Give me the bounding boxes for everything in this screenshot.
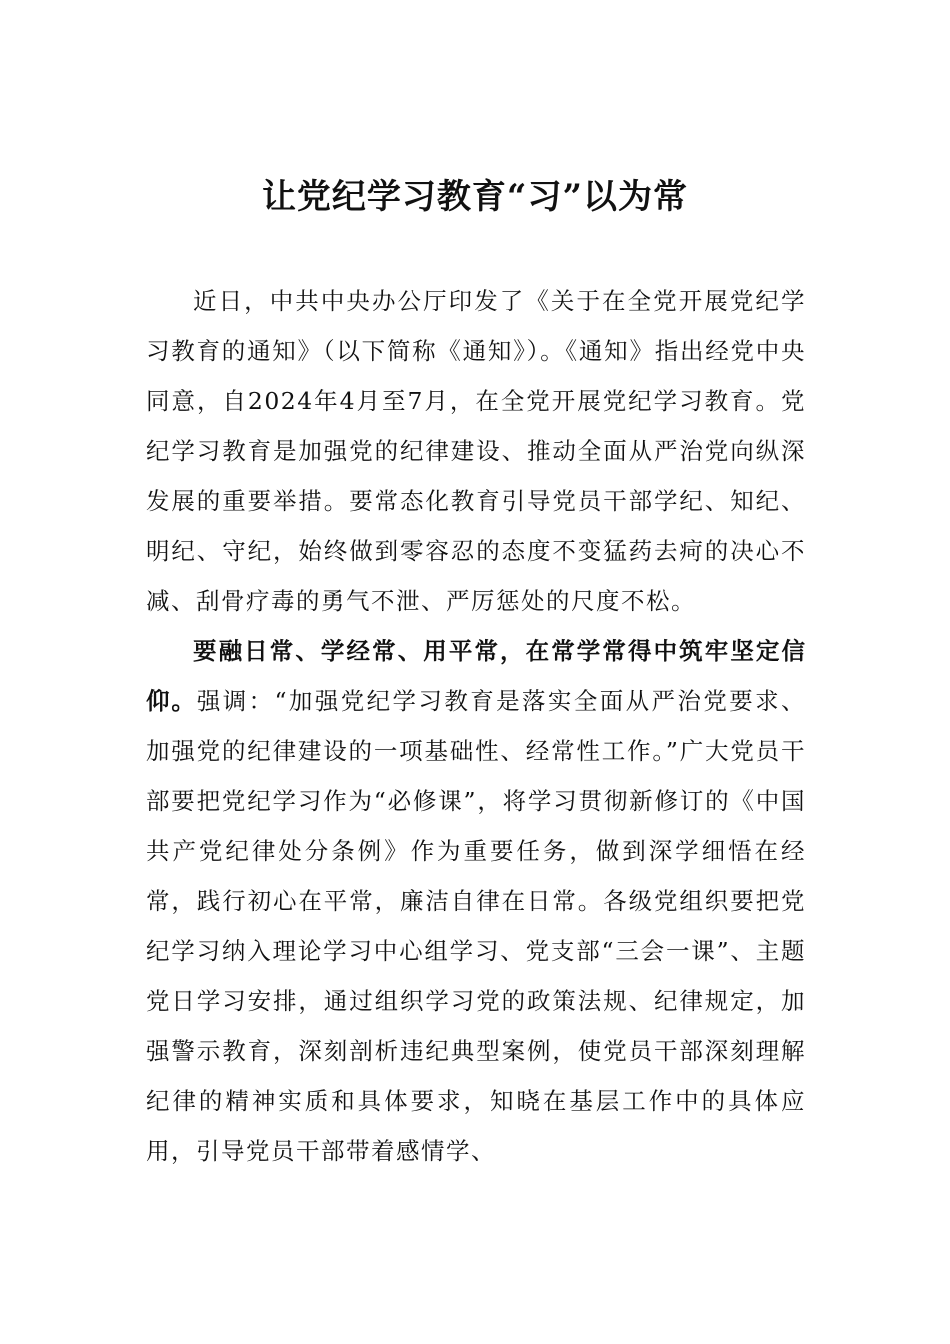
paragraph-1-text: 近日，中共中央办公厅印发了《关于在全党开展党纪学习教育的通知》（以下简称《通知》）。《通知》指出经党中央同意，自2024年4月至7月，在全党开展党纪学习教育。党纪学习教育是加强党的纪律建设、推动全面从严治党向纵深发展的重要举措。要常态化教育引导党员干部学纪、知纪、明纪、守纪，始终做到零容忍的态度不变猛药去疴的决心不减、刮骨疗毒的勇气不泄、严厉惩处的尺度不松。 — [146, 287, 806, 615]
paragraph-2-text: 强调：“加强党纪学习教育是落实全面从严治党要求、加强党的纪律建设的一项基础性、经常性工作。”广大党员干部要把党纪学习作为“必修课”，将学习贯彻新修订的《中国共产党纪律处分条例》作为重要任务，做到深学细悟在经常，践行初心在平常，廉洁自律在日常。各级党组织要把党纪学习纳入理论学习中心组学习、党支部“三会一课”、主题党日学习安排，通过组织学习党的政策法规、纪律规定，加强警示教育，深刻剖析违纪典型案例，使党员干部深刻理解纪律的精神实质和具体要求，知晓在基层工作中的具体应用，引导党员干部带着感情学、 — [146, 687, 807, 1165]
document-title: 让党纪学习教育“习”以为常 — [261, 177, 689, 217]
paragraph-1 — [146, 276, 806, 626]
paragraph-2-lead-sentence: 要融日常、学经常、用平常，在常学常得中筑牢坚定信仰。 — [146, 637, 806, 715]
document-body — [146, 276, 806, 1176]
paragraph-2 — [146, 626, 806, 1176]
